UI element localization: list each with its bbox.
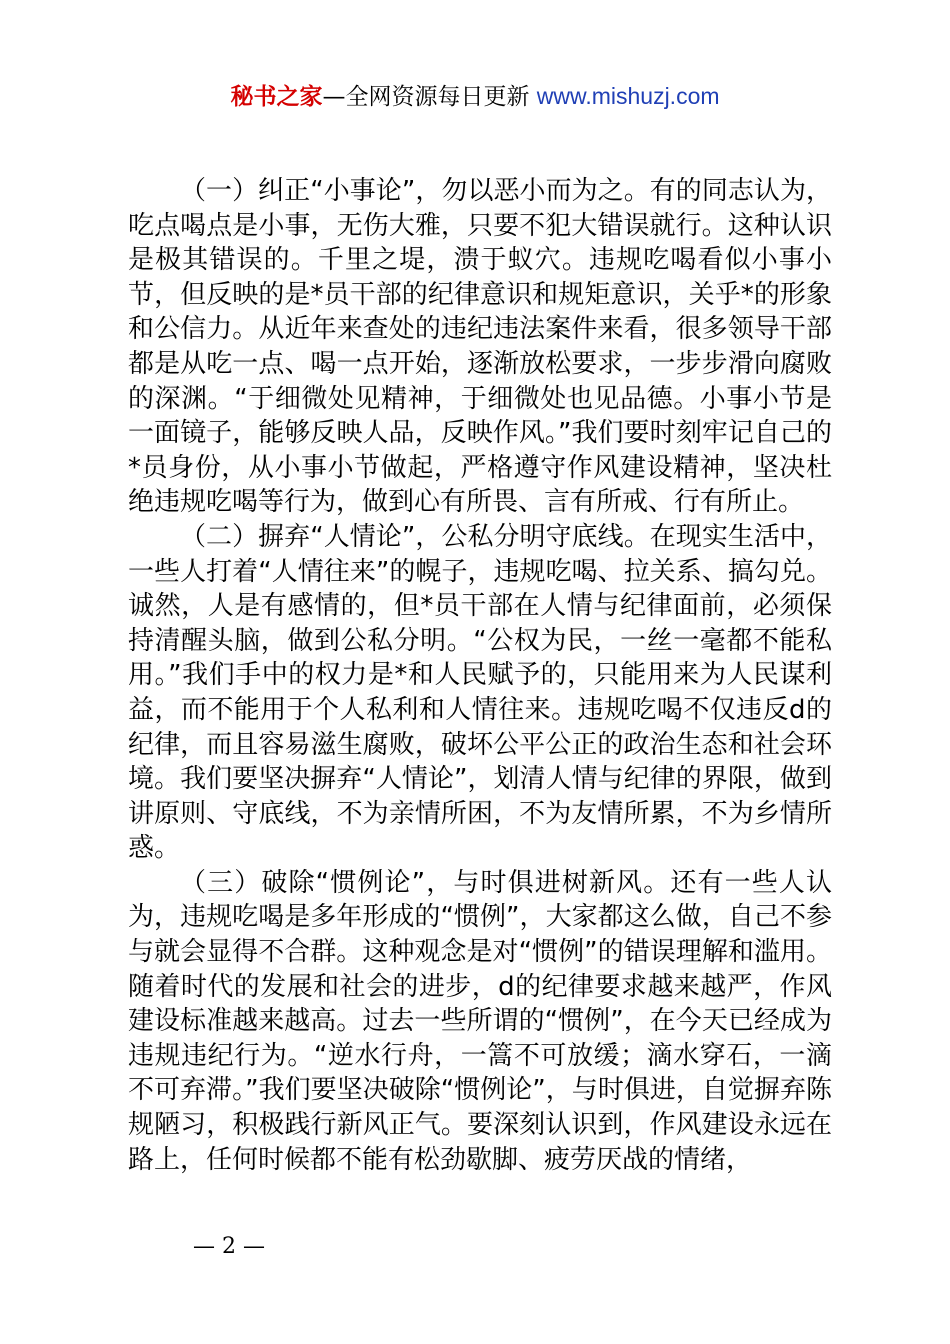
header-tagline: —全网资源每日更新 xyxy=(322,84,537,110)
paragraph-2: （二）摒弃“人情论”，公私分明守底线。在现实生活中，一些人打着“人情往来”的幌子，违规吃喝、拉关系、搞勾兑。诚然，人是有感情的，但*员干部在人情与纪律面前，必须保持清醒头脑，做到公私分明。“公权为民，一丝一毫都不能私用。”我们手中的权力是*和人民赋予的，只能用来为人民谋利益，而不能用于个人私利和人情往来。违规吃喝不仅违反d的纪律，而且容易滋生腐败，破坏公平公正的政治生态和社会环境。我们要坚决摒弃“人情论”，划清人情与纪律的界限，做到讲原则、守底线，不为亲情所困，不为友情所累，不为乡情所惑。 xyxy=(128,521,832,864)
brand-name: 秘书之家 xyxy=(230,84,323,110)
page-number: — 2 — xyxy=(193,1234,265,1259)
paragraph-3: （三）破除“惯例论”，与时俱进树新风。还有一些人认为，违规吃喝是多年形成的“惯例”，大家都这么做，自己不参与就会显得不合群。这种观念是对“惯例”的错误理解和滥用。随着时代的发展和社会的进步，d的纪律要求越来越严，作风建设标准越来越高。过去一些所谓的“惯例”，在今天已经成为违规违纪行为。“逆水行舟，一篙不可放缓；滴水穿石，一滴不可弃滞。”我们要坚决破除“惯例论”，与时俱进，自觉摒弃陈规陋习，积极践行新风正气。要深刻认识到，作风建设永远在路上，任何时候都不能有松劲歇脚、疲劳厌战的情绪， xyxy=(128,867,832,1175)
header-url[interactable]: www.mishuzj.com xyxy=(536,83,720,109)
paragraph-1: （一）纠正“小事论”，勿以恶小而为之。有的同志认为，吃点喝点是小事，无伤大雅，只要不犯大错误就行。这种认识是极其错误的。千里之堤，溃于蚁穴。违规吃喝看似小事小节，但反映的是*员干部的纪律意识和规矩意识，关乎*的形象和公信力。从近年来查处的违纪违法案件来看，很多领导干部都是从吃一点、喝一点开始，逐渐放松要求，一步步滑向腐败的深渊。“于细微处见精神，于细微处也见品德。小事小节是一面镜子，能够反映人品，反映作风。”我们要时刻牢记自己的*员身份，从小事小节做起，严格遵守作风建设精神，坚决杜绝违规吃喝等行为，做到心有所畏、言有所戒、行有所止。 xyxy=(128,176,832,518)
site-header xyxy=(0,80,950,113)
document-body xyxy=(128,174,832,1177)
